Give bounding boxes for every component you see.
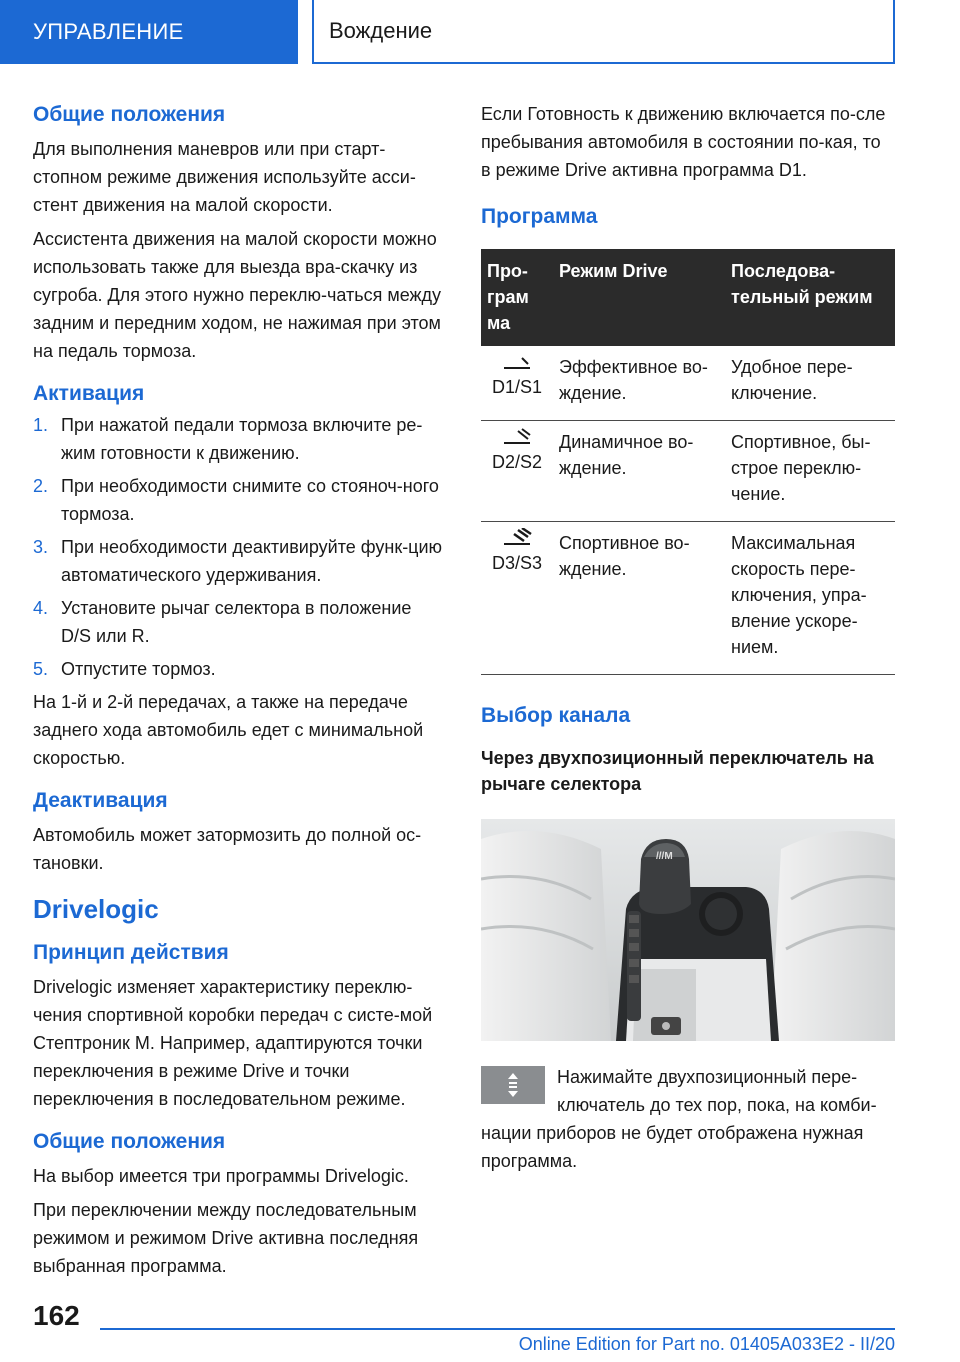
channel-subheading: Через двухпозиционный переключатель на рычаге селектора [481, 747, 874, 794]
step-text: Отпустите тормоз. [61, 658, 216, 679]
deactivation-heading: Деактивация [33, 788, 168, 812]
left-column [33, 100, 445, 1280]
deactivation-paragraph: Автомобиль может затормозить до полной ос-тановки. [33, 825, 422, 874]
step-text: Установите рычаг селектора в положение D/S или R. [61, 597, 412, 646]
general2-paragraph-2: При переключении между последовательным режимом и режимом Drive активна последняя выбранная программа. [33, 1200, 419, 1277]
sequential-mode-cell: Спортивное, бы-строе переклю-чение. [725, 421, 895, 522]
step-text: При необходимости снимите со стояноч-ного тормоза. [61, 475, 439, 524]
step-number: 1. [33, 414, 49, 435]
step-number: 5. [33, 658, 49, 679]
toggle-switch-icon [481, 1066, 545, 1104]
step-item [33, 472, 445, 528]
footer-divider [100, 1328, 895, 1330]
step-number: 3. [33, 536, 49, 557]
channel-heading: Выбор канала [481, 704, 631, 728]
program-cell [481, 421, 553, 522]
program-label: D3/S3 [491, 553, 543, 574]
step-item [33, 655, 445, 683]
principle-paragraph: Drivelogic изменяет характеристику переклю-чения спортивной коробки передач с систе-мой Стептроник M. Например, адаптируются точки переключения в режиме Drive и точки переключения в последовательном режиме. [33, 976, 433, 1109]
intro-paragraph: Если Готовность к движению включается по-сле пребывания автомобиля в состоянии по-кая, то в режиме Drive активна программа D1. [481, 104, 886, 180]
drive-mode-cell: Эффективное во-ждение. [553, 346, 725, 421]
sequential-mode-cell: Максимальная скорость пере-ключения, упра-вление ускоре-нием. [725, 522, 895, 675]
general-paragraph-2: Ассистента движения на малой скорости можно использовать также для выезда вра-скачку из сугроба. Для этого нужно переклю-чаться между задним и передним ходом, не нажимая при этом на педаль тормоза. [33, 229, 442, 362]
table-header: Про-грам ма [481, 249, 553, 346]
table-row [481, 522, 895, 675]
page-number: 162 [33, 1300, 80, 1331]
selector-lever-illustration [481, 819, 895, 1041]
table-row [481, 421, 895, 522]
step-item [33, 533, 445, 589]
edition-note: Online Edition for Part no. 01405A033E2 - II/20 [518, 1334, 895, 1354]
program-table [481, 249, 895, 675]
sequential-mode-cell: Удобное пере-ключение. [725, 346, 895, 421]
table-header: Режим Drive [553, 249, 725, 346]
drive-mode-cell: Спортивное во-ждение. [553, 522, 725, 675]
step-number: 2. [33, 475, 49, 496]
general-heading: Общие положения [33, 103, 226, 126]
selector-lever-photo [481, 819, 895, 1041]
right-column [481, 100, 895, 1175]
general2-paragraph-1: На выбор имеется три программы Drivelogic. [33, 1166, 409, 1187]
program-cell [481, 522, 553, 675]
general2-heading: Общие положения [33, 1129, 226, 1153]
drive-mode-cell: Динамичное во-ждение. [553, 421, 725, 522]
chapter-title: Вождение [312, 0, 895, 64]
drivelogic-level-3-icon [500, 528, 534, 548]
selector-note [481, 1063, 895, 1175]
step-item [33, 594, 445, 650]
drivelogic-level-2-icon [500, 427, 534, 447]
section-tab[interactable]: УПРАВЛЕНИЕ [0, 0, 298, 64]
step-text: При необходимости деактивируйте функ-цию автоматического удерживания. [61, 536, 443, 585]
table-header: Последова-тельный режим [725, 249, 895, 346]
activation-paragraph: На 1-й и 2-й передачах, а также на передаче заднего хода автомобиль едет с минимальной скоростью. [33, 691, 424, 768]
table-header-row [481, 249, 895, 346]
table-row [481, 346, 895, 421]
program-heading: Программа [481, 205, 598, 228]
note-paragraph: Нажимайте двухпозиционный пере-ключатель до тех пор, пока, на комби-нации приборов не будет отображена нужная программа. [481, 1066, 877, 1171]
step-item [33, 411, 445, 467]
step-number: 4. [33, 597, 49, 618]
general-paragraph-1: Для выполнения маневров или при старт-стопном режиме движения используйте асси-стент движения на малой скорости. [33, 139, 416, 216]
drivelogic-heading: Drivelogic [33, 894, 159, 925]
program-label: D2/S2 [491, 452, 543, 473]
svg-text:///M: ///M [656, 850, 673, 862]
activation-steps [33, 411, 445, 683]
program-cell [481, 346, 553, 421]
drivelogic-level-1-icon [500, 352, 534, 372]
activation-heading: Активация [33, 382, 145, 406]
program-label: D1/S1 [491, 377, 543, 398]
step-text: При нажатой педали тормоза включите ре-жим готовности к движению. [61, 414, 423, 463]
principle-heading: Принцип действия [33, 940, 229, 964]
